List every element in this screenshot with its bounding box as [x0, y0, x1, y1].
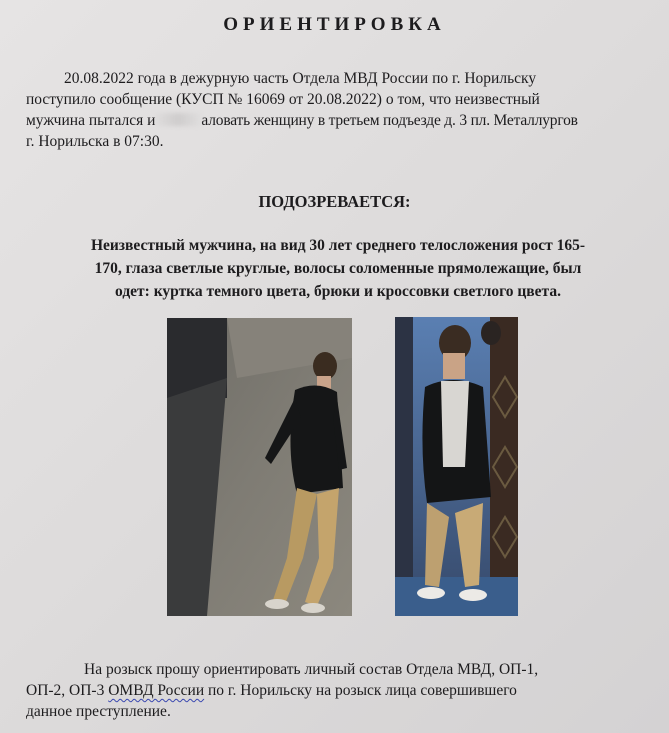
suspect-photo-street — [167, 318, 352, 616]
outro-line-2-start: ОП-2, ОП-3 — [26, 682, 105, 699]
description-line-2: 170, глаза светлые круглые, волосы соломенные прямолежащие, был — [94, 260, 582, 277]
suspect-description — [38, 234, 638, 303]
spellcheck-flagged-text: ОМВД России — [108, 682, 205, 699]
intro-line-3-start: мужчина пытался и — [26, 112, 156, 129]
intro-paragraph — [26, 68, 638, 152]
outro-line-3: данное преступление. — [26, 703, 171, 720]
outro-line-1: На розыск прошу ориентировать личный состав Отдела МВД, ОП-1, — [84, 661, 539, 678]
suspect-photo-entrance — [395, 317, 518, 616]
suspect-heading: ПОДОЗРЕВАЕТСЯ: — [258, 192, 411, 211]
closing-paragraph — [26, 659, 638, 722]
intro-line-1: 20.08.2022 года в дежурную часть Отдела МВД России по г. Норильску — [64, 70, 537, 87]
description-line-3: одет: куртка темного цвета, брюки и кроссовки светлого цвета. — [115, 283, 561, 300]
intro-line-2: поступило сообщение (КУСП № 16069 от 20.08.2022) о том, что неизвестный — [26, 91, 540, 108]
intro-line-4: г. Норильска в 07:30. — [26, 133, 164, 150]
redacted-blur — [155, 113, 201, 126]
outro-line-2-end: по г. Норильску на розыск лица совершившего — [208, 682, 517, 699]
document-title: ОРИЕНТИРОВКА — [223, 14, 446, 35]
intro-line-3-end: аловать женщину в третьем подъезде д. 3 пл. Металлургов — [201, 112, 578, 129]
description-line-1: Неизвестный мужчина, на вид 30 лет среднего телосложения рост 165- — [90, 237, 586, 254]
